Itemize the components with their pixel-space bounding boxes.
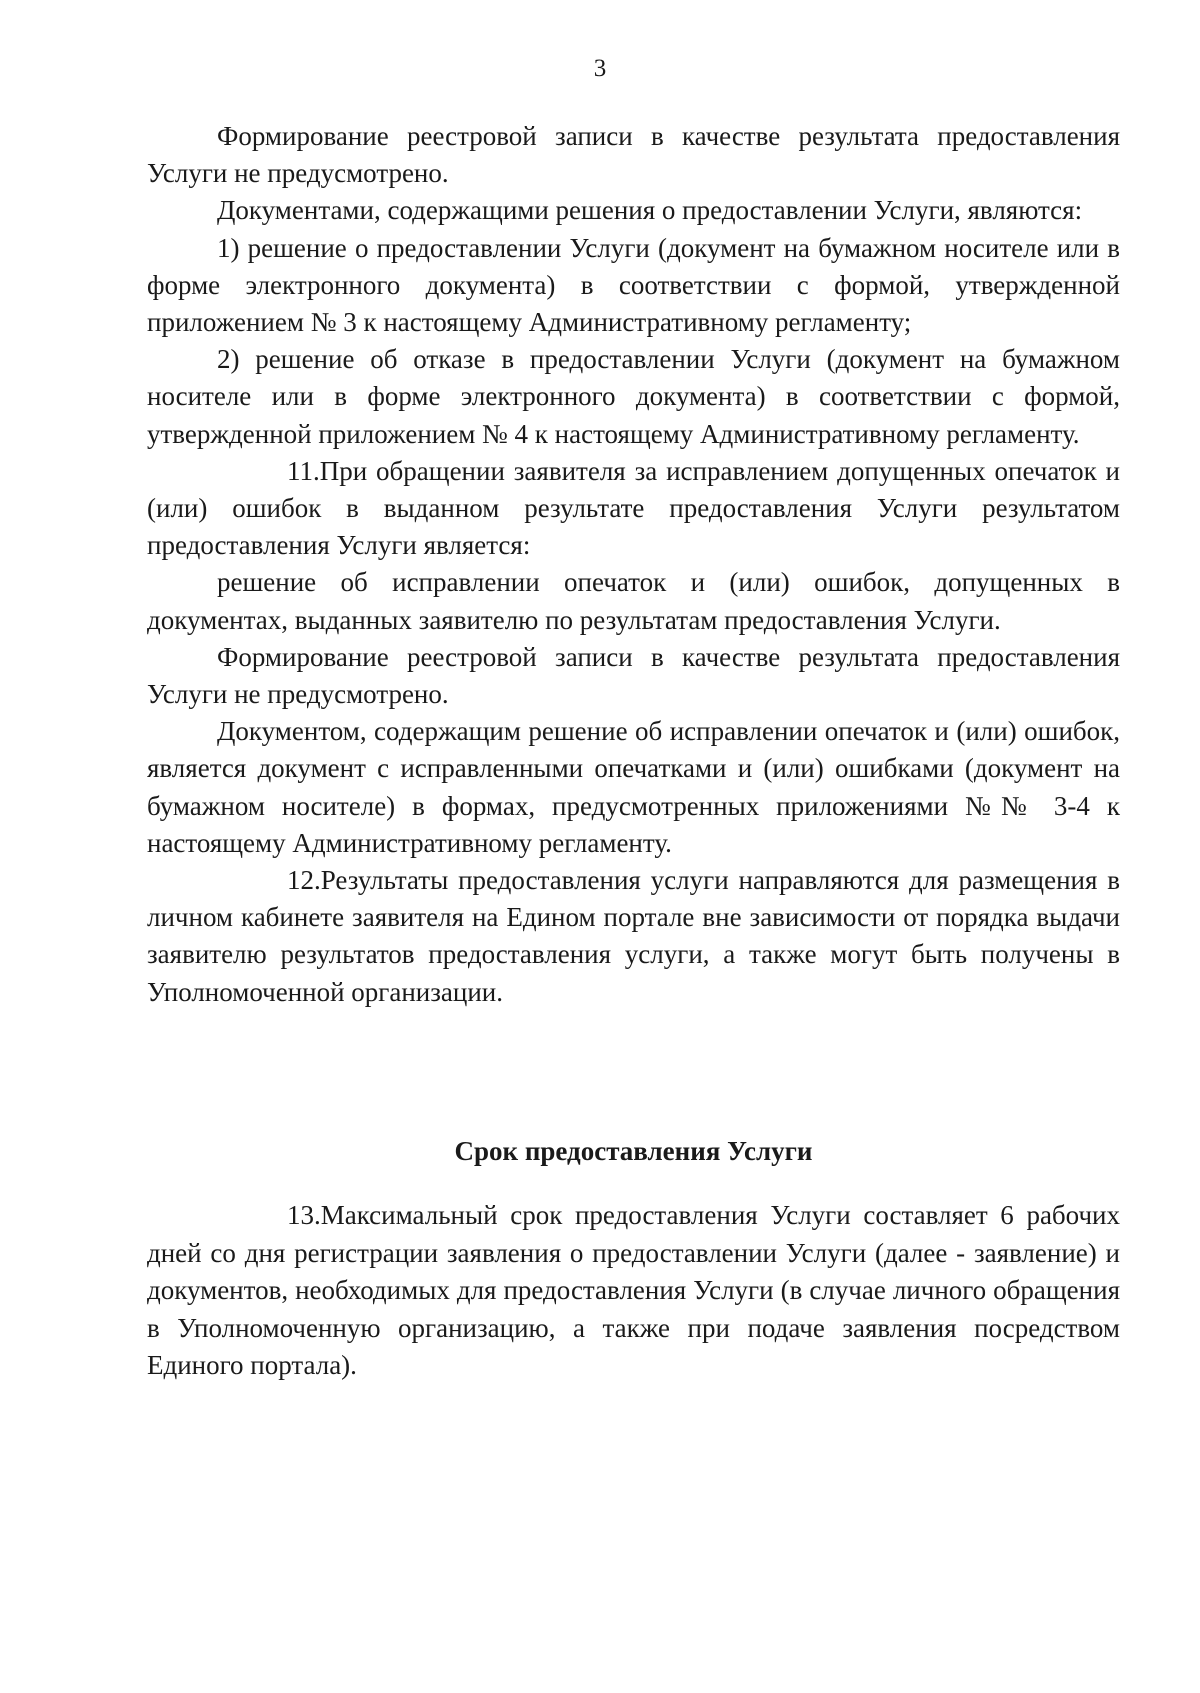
document-body (147, 118, 1120, 1011)
item-number-13: 13. (287, 1200, 321, 1230)
item-13-text: Максимальный срок предоставления Услуги составляет 6 рабочих дней со дня регистрации заявления о предоставлении Услуги (далее - заявление) и документов, необходимых для предоставления Услуги (в случае личного обращения в Уполномоченную организацию, а также при подаче заявления посредством Единого портала). (147, 1200, 1120, 1380)
paragraph-item-12 (147, 862, 1120, 1011)
paragraph-correction-document: Документом, содержащим решение об исправлении опечаток и (или) ошибок, является документ с исправленными опечатками и (или) ошибками (документ на бумажном носителе) в формах, предусмотренных приложениями №№ 3-4 к настоящему Административному регламенту. (147, 716, 1120, 858)
paragraph-refusal-decision: 2) решение об отказе в предоставлении Услуги (документ на бумажном носителе или в форме электронного документа) в соответствии с формой, утвержденной приложением № 4 к настоящему Административному регламенту. (147, 344, 1120, 449)
section-body (147, 1197, 1120, 1385)
item-number-12: 12. (287, 865, 321, 896)
paragraph-item-11 (147, 453, 1120, 565)
paragraph-grant-decision: 1) решение о предоставлении Услуги (документ на бумажном носителе или в форме электронного документа) в соответствии с формой, утвержденной приложением № 3 к настоящему Административному регламенту; (147, 232, 1120, 338)
item-number-11: 11. (287, 455, 320, 486)
page-number: 3 (593, 55, 607, 82)
item-12-text: Результаты предоставления услуги направляются для размещения в личном кабинете заявителя на Едином портале вне зависимости от порядка выдачи заявителю результатов предоставления услуги, а также могут быть получены в Уполномоченной организации. (147, 865, 1120, 1007)
paragraph-registry-note-2: Формирование реестровой записи в качестве результата предоставления Услуги не предусмотрено. (147, 641, 1120, 710)
paragraph-item-13 (147, 1197, 1120, 1385)
item-11-text: При обращении заявителя за исправлением допущенных опечаток и (или) ошибок в выданном результате предоставления Услуги результатом предоставления Услуги является: (147, 455, 1120, 561)
paragraph-decision-documents: Документами, содержащими решения о предоставлении Услуги, являются: (217, 195, 1083, 226)
paragraph-registry-note: Формирование реестровой записи в качестве результата предоставления Услуги не предусмотрено. (147, 121, 1120, 189)
section-heading: Срок предоставления Услуги (454, 1136, 813, 1166)
paragraph-correction-decision: решение об исправлении опечаток и (или) ошибок, допущенных в документах, выданных заявителю по результатам предоставления Услуги. (147, 567, 1120, 635)
